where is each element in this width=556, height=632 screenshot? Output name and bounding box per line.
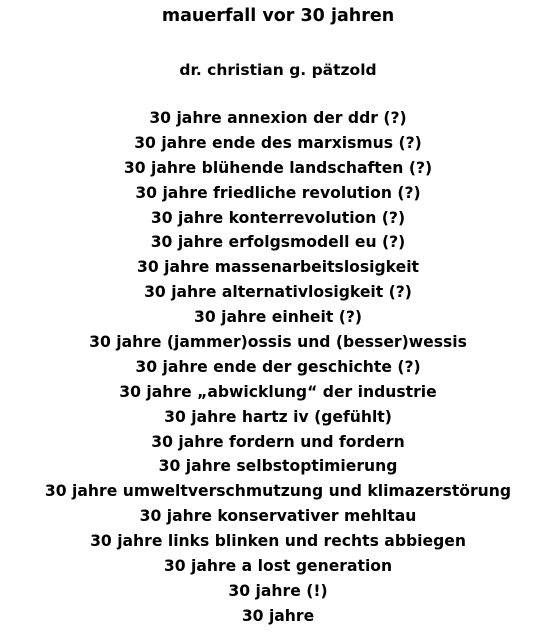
poem-line: 30 jahre ende des marxismus (?) <box>134 133 422 152</box>
poem-line: 30 jahre erfolgsmodell eu (?) <box>150 233 406 252</box>
poem-line: 30 jahre fordern und fordern <box>151 432 405 451</box>
poem-line: 30 jahre ende der geschichte (?) <box>135 357 421 376</box>
poem-line: 30 jahre (!) <box>228 581 328 600</box>
poem-line: 30 jahre konterrevolution (?) <box>150 208 406 227</box>
poem-line: 30 jahre <box>241 606 315 625</box>
poem-line: 30 jahre blühende landschaften (?) <box>123 158 433 177</box>
poem-line: 30 jahre einheit (?) <box>193 308 363 327</box>
poem-line: 30 jahre links blinken und rechts abbiegen <box>90 532 466 551</box>
poem-title: mauerfall vor 30 jahren <box>161 6 395 26</box>
poem-line: 30 jahre konservativer mehltau <box>139 507 417 526</box>
poem-line: 30 jahre (jammer)ossis und (besser)wessis <box>89 333 467 352</box>
poem-line: 30 jahre alternativlosigkeit (?) <box>144 283 412 302</box>
poem-line: 30 jahre umweltverschmutzung und klimazerstörung <box>44 482 512 501</box>
poem-line: 30 jahre annexion der ddr (?) <box>149 109 407 127</box>
poem-line: 30 jahre hartz iv (gefühlt) <box>164 407 392 426</box>
poem-line: 30 jahre massenarbeitslosigkeit <box>136 258 419 277</box>
poem-line: 30 jahre a lost generation <box>163 557 393 576</box>
poem-line: 30 jahre „abwicklung“ der industrie <box>119 382 437 401</box>
poem-lines <box>0 80 556 629</box>
poem-line: 30 jahre selbstoptimierung <box>158 457 398 476</box>
poem-author: dr. christian g. pätzold <box>179 61 377 79</box>
poem-line: 30 jahre friedliche revolution (?) <box>135 183 421 202</box>
